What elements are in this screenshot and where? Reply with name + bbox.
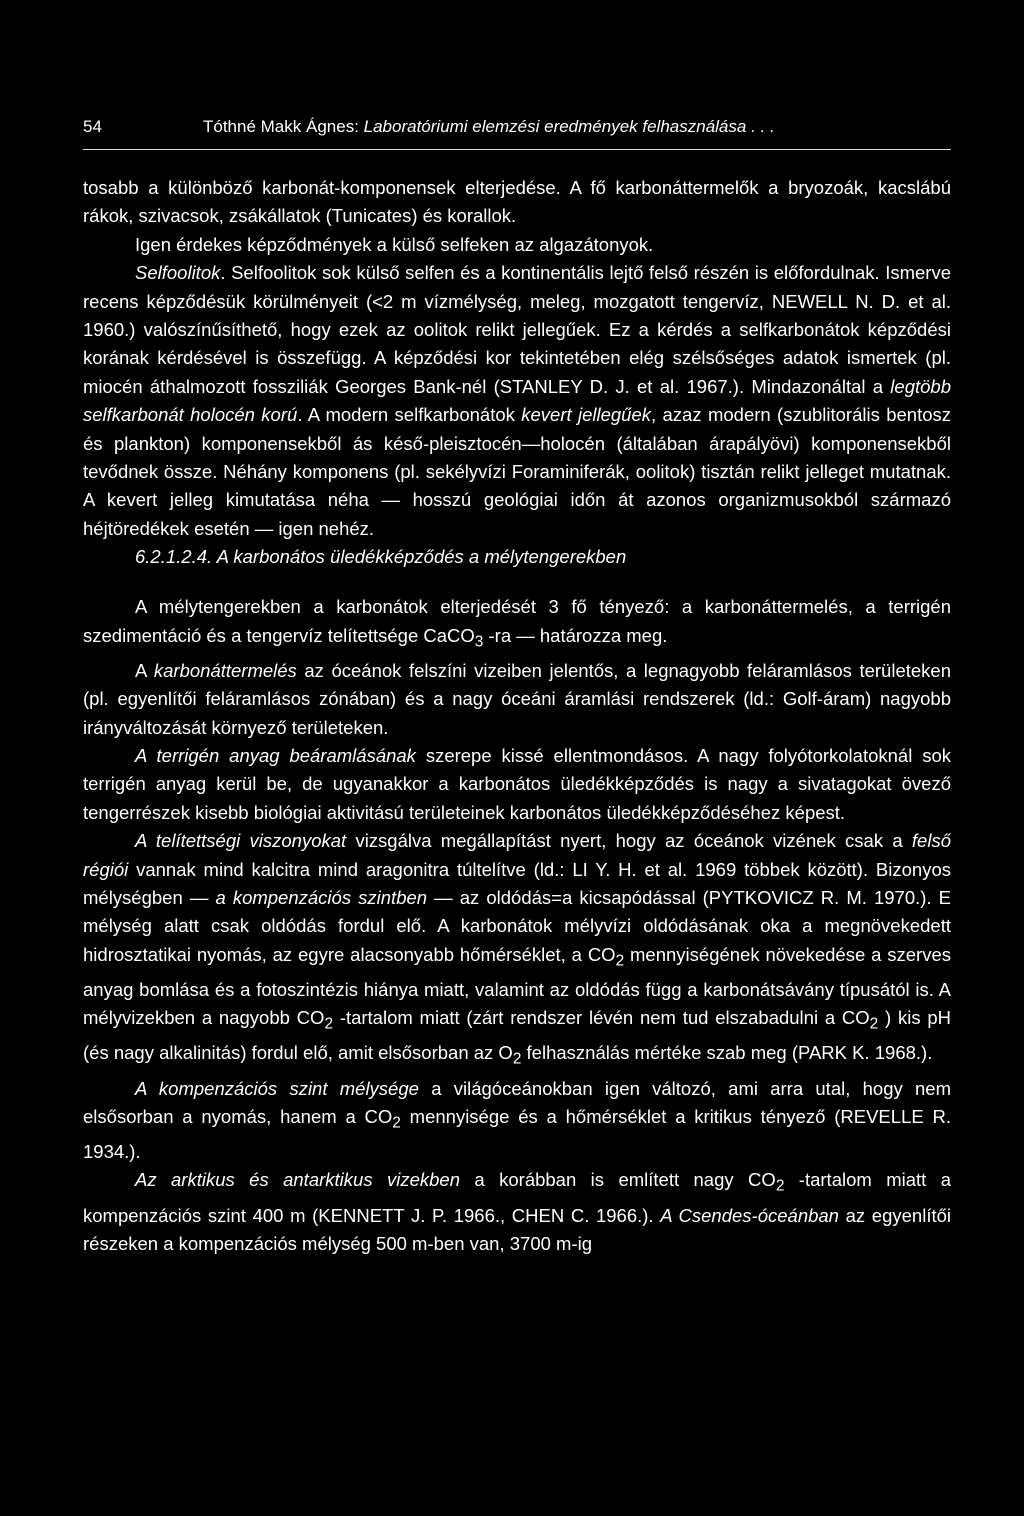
text-run: , azaz modern (szublitorális bentosz és plankton) komponensekből ás késő-pleisztocén—holocén (általában árapályövi) komponensekből tevődnek össze. Néhány komponens (pl. sekélyvízi Foraminiferák, oolitok) tisztán relikt jelleget mutatnak. A kevert jelleg kimutatása néha — hosszú geológiai időn át azonos organizmusokból származó héjtöredékek esetén — igen nehéz. <box>83 404 952 539</box>
text-run: szerepe kissé ellentmondásos. A nagy folyótorkolatoknál sok terrigén anyag kerül be, de ugyanakkor a karbonátos üledékképződés is nagy a sivatagokat övező tengerrészek kisebb biológiai aktivitású területeinek karbonátos üledékképződéséhez képest. <box>83 745 951 823</box>
italic-run: A terrigén anyag beáramlásának <box>135 745 416 766</box>
paragraph-8 <box>83 1075 951 1167</box>
italic-run: Az arktikus és antarktikus vizekben <box>135 1169 460 1191</box>
paragraph-2: Igen érdekes képződmények a külső selfeken az algazátonyok. <box>135 233 654 255</box>
italic-run: felső régiói <box>83 830 951 880</box>
text-run: vannak mind kalcitra mind aragonitra túltelítve (ld.: LI Y. H. et al. 1969 többek között). Bizonyos mélységben — <box>83 858 951 909</box>
text-run: felhasználás mértéke szab meg (PARK K. 1968.). <box>521 1042 933 1064</box>
text-run: ) kis pH (és nagy alkalinitás) fordul elő, amit elsősorban az O <box>83 1007 951 1064</box>
header-title: Laboratóriumi elemzési eredmények felhasználása . . . <box>363 117 775 136</box>
subscript: 2 <box>775 1178 785 1196</box>
header-rule <box>83 149 951 150</box>
text-run: az óceánok felszíni vizeiben jelentős, a legnagyobb feláramlásos területeken (pl. egyenlítői feláramlásos zónában) és a nagy óceáni áramlási rendszerek (ld.: Golf-áram) nagyobb irányváltozását környező területeken. <box>83 659 951 738</box>
text-run: A <box>135 659 154 681</box>
text-run: -tartalom miatt (zárt rendszer lévén nem tud elszabadulni a CO <box>333 1007 870 1029</box>
text-run: a világóceánokban igen változó, ami arra utal, hogy nem elsősorban a nyomás, hanem a CO <box>83 1077 952 1127</box>
subscript: 2 <box>869 1016 879 1034</box>
paragraph-1: tosabb a különböző karbonát-komponensek elterjedése. A fő karbonáttermelők a bryozoák, kacslábú rákok, szivacsok, zsákállatok (Tunicates) és korallok. <box>83 177 951 227</box>
subscript: 2 <box>324 1016 334 1034</box>
text-run: A mélytengerekben a karbonátok elterjedését 3 fő tényező: a karbonáttermelés, a terrigén szedimentáció és a tengervíz telítettsége CaCO <box>83 596 951 646</box>
text-run: . A modern selfkarbonátok <box>297 404 522 426</box>
text-run: a korábban is említett nagy CO <box>460 1169 776 1191</box>
italic-run: A kompenzációs szint mélysége <box>135 1077 419 1099</box>
italic-run: A Csendes-óceánban <box>660 1204 839 1226</box>
text-run: az egyenlítői részeken a kompenzációs mélység 500 m-ben van, 3700 m-ig <box>83 1204 951 1254</box>
spacer <box>83 571 951 593</box>
page-number: 54 <box>83 117 102 136</box>
term-selfoolitok: Selfoolitok <box>135 262 221 284</box>
paragraph-7 <box>83 827 951 1074</box>
text-run: — az oldódás=a kicsapódással (PYTKOVICZ R. M. 1970.). E mélység alatt csak oldódás fordul elő. A karbonátok mélyvízi oldódásának oka a megnövekedett hidrosztatikai nyomás, az egyre alacsonyabb hőmérséklet, a CO <box>83 887 951 965</box>
running-header <box>83 116 949 138</box>
paragraph-5 <box>83 657 951 742</box>
text-run: . Selfoolitok sok külső selfen és a kontinentális lejtő felső részén is előfordulnak. Ismerve recens képződésük körülményeit (<2 m vízmélység, meleg, mozgatott tengervíz, NEWELL N. D. et al. 1960.) valószínűsíthető, hogy ezek az oolitok relikt jellegűek. Ez a kérdés a selfkarbonátok képződési korának kérdésével is összefügg. A képződési kor tekintetében elég szélsőséges adatok ismertek (pl. miocén áthalmozott fossziliák Georges Bank-nél (STANLEY D. J. et al. 1967.). Mindazonáltal a <box>83 262 951 397</box>
italic-run: legtöbb selfkarbonát holocén korú <box>83 375 951 426</box>
section-title: 6.2.1.2.4. A karbonátos üledékképződés a mélytengerekben <box>135 546 627 568</box>
italic-run: A telítettségi viszonyokat <box>135 830 347 852</box>
body-text <box>83 174 951 1258</box>
text-run: -tartalom miatt a kompenzációs szint 400 m (KENNETT J. P. 1966., CHEN C. 1966.). <box>83 1169 951 1226</box>
paragraph-6 <box>83 742 951 827</box>
text-run: -ra — határozza meg. <box>483 624 668 646</box>
header-author: Tóthné Makk Ágnes: <box>203 117 364 136</box>
subscript: 2 <box>615 952 625 970</box>
paragraph-9 <box>83 1166 951 1258</box>
text-run: vizsgálva megállapítást nyert, hogy az óceánok vizének csak a <box>346 830 912 852</box>
paragraph-4 <box>83 593 951 657</box>
paragraph-selfoolitok <box>83 259 951 543</box>
subscript: 2 <box>392 1114 401 1132</box>
text-run: mennyisége és a hőmérséklet a kritikus tényező (REVELLE R. 1934.). <box>83 1105 951 1163</box>
text-run: mennyiségének növekedése a szerves anyag bomlása és a fotoszintézis hiánya miatt, valamint az oldódás függ a karbonátsávány típusától is. A mélyvizekben a nagyobb CO <box>83 943 951 1029</box>
italic-run: kevert jellegűek <box>521 404 652 426</box>
subscript: 3 <box>474 633 484 651</box>
italic-run: karbonáttermelés <box>153 659 297 681</box>
subscript: 2 <box>512 1051 522 1069</box>
italic-run: a kompenzációs szintben <box>215 887 428 909</box>
